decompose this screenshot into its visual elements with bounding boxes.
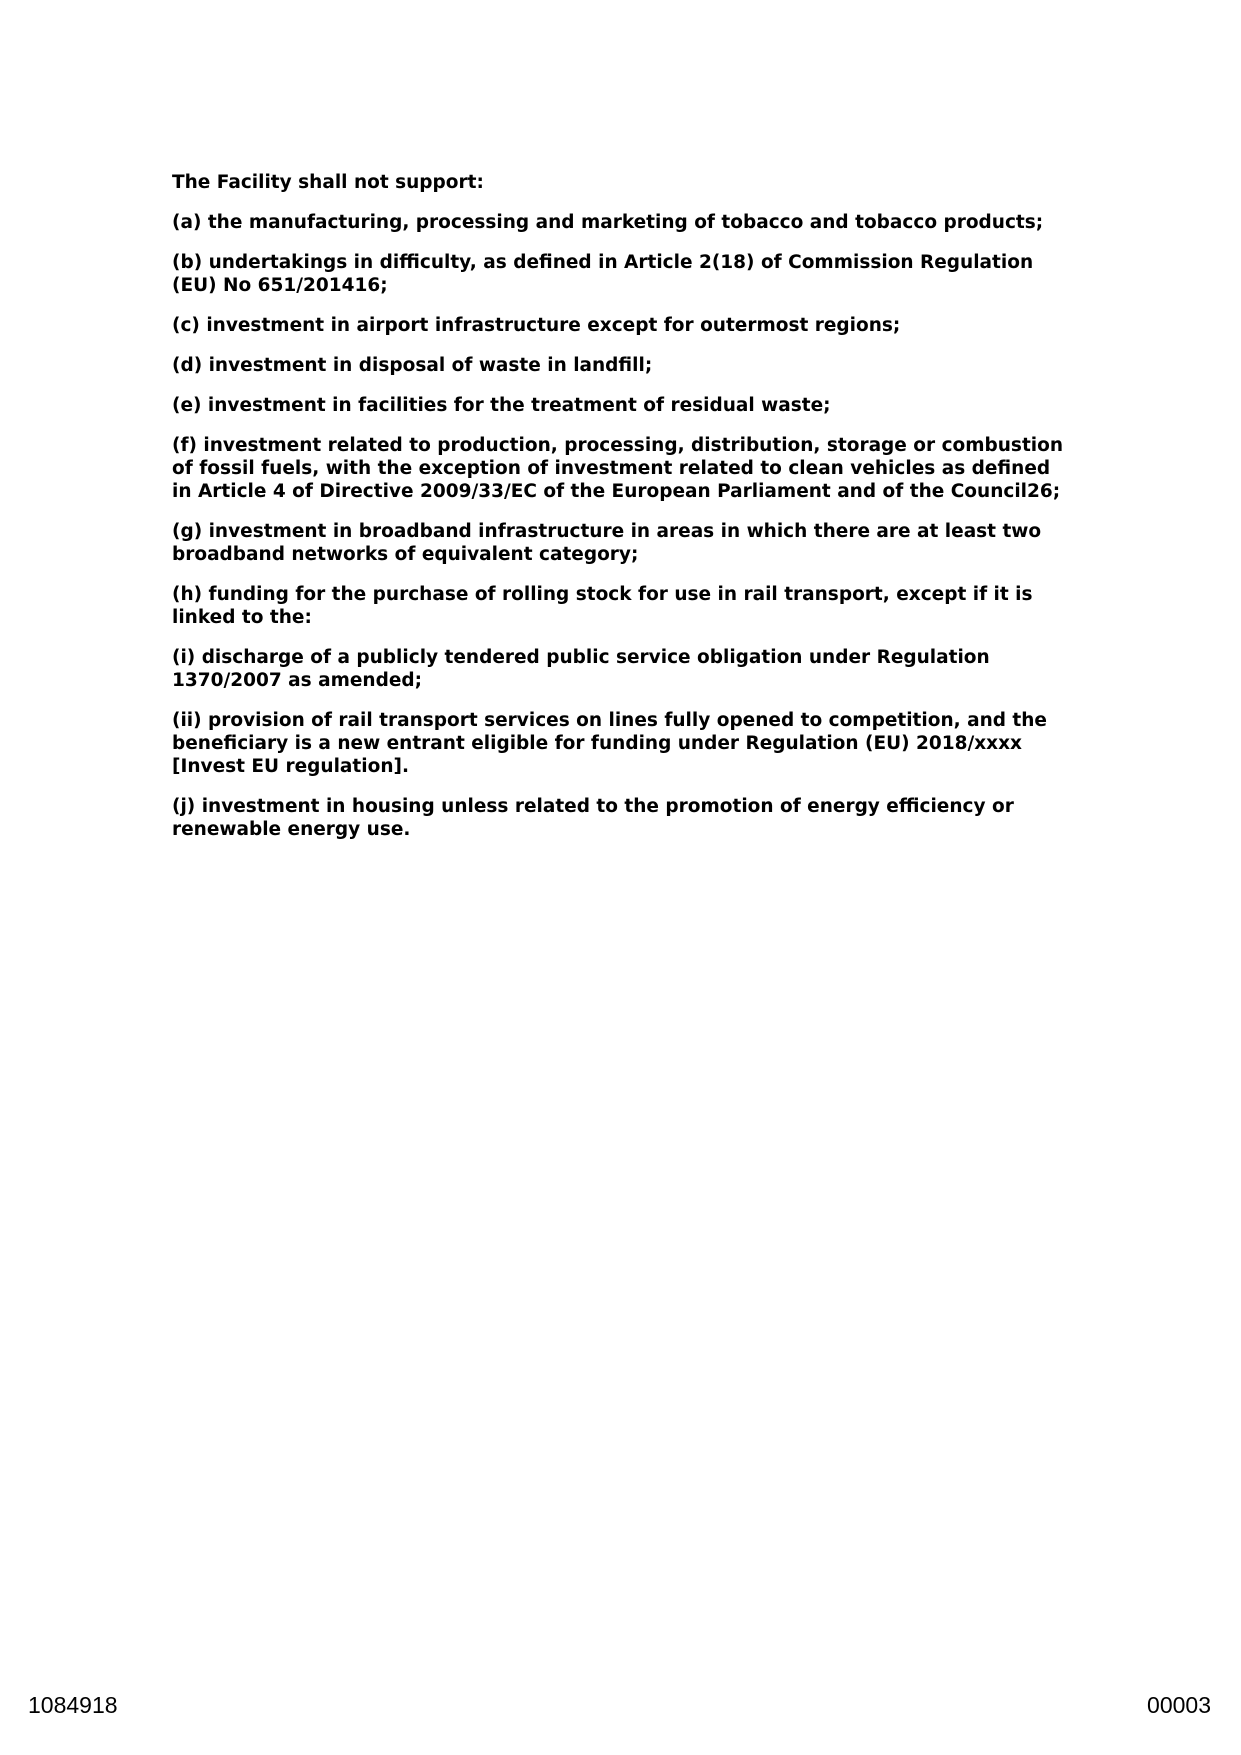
- intro-paragraph: The Facility shall not support:: [172, 172, 484, 193]
- footer-document-number: 1084918: [28, 1692, 118, 1718]
- list-item: (j) investment in housing unless related to the promotion of energy efficiency or renewable energy use.: [172, 796, 1014, 840]
- list-item: (g) investment in broadband infrastructure in areas in which there are at least two broadband networks of equivalent category;: [172, 521, 1042, 565]
- list-item: (d) investment in disposal of waste in landfill;: [172, 355, 653, 376]
- list-item: (c) investment in airport infrastructure except for outermost regions;: [172, 315, 901, 336]
- list-item: (b) undertakings in difficulty, as defined in Article 2(18) of Commission Regulation (EU) No 651/201416;: [172, 252, 1034, 296]
- list-item: (f) investment related to production, processing, distribution, storage or combustion of fossil fuels, with the exception of investment related to clean vehicles as defined in Article 4 of Directive 2009/33/EC of the European Parliament and of the Council26;: [172, 435, 1064, 502]
- footer-page-number: 00003: [1147, 1692, 1211, 1718]
- list-item: (e) investment in facilities for the treatment of residual waste;: [172, 395, 831, 416]
- list-item: (h) funding for the purchase of rolling stock for use in rail transport, except if it is linked to the:: [172, 584, 1033, 628]
- list-item: (a) the manufacturing, processing and marketing of tobacco and tobacco products;: [172, 212, 1044, 233]
- list-item: (ii) provision of rail transport services on lines fully opened to competition, and the beneficiary is a new entrant eligible for funding under Regulation (EU) 2018/xxxx [Invest EU regulation].: [172, 710, 1047, 777]
- document-body: [172, 171, 1072, 858]
- list-item: (i) discharge of a publicly tendered public service obligation under Regulation 1370/2007 as amended;: [172, 647, 990, 691]
